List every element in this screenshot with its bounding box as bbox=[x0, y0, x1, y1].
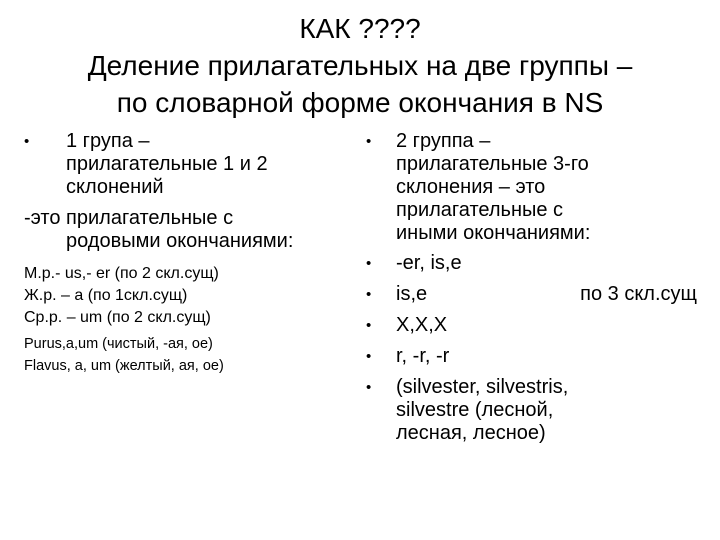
item-is-text bbox=[366, 283, 711, 306]
group2-bullet bbox=[366, 130, 711, 245]
group1-line-1: 1 група – bbox=[66, 130, 150, 152]
group1-text bbox=[24, 130, 354, 199]
item-silvester bbox=[366, 376, 711, 445]
item-is bbox=[366, 283, 711, 306]
item-is-note: по 3 скл.сущ bbox=[580, 283, 697, 305]
desc-line-2: родовыми окончаниями: bbox=[66, 230, 294, 252]
left-column bbox=[24, 130, 354, 377]
bullet-icon: • bbox=[366, 379, 372, 396]
silvester-line-3: лесная, лесное) bbox=[396, 422, 546, 444]
item-r-text: r, -r, -r bbox=[396, 345, 450, 367]
item-r bbox=[366, 345, 711, 368]
title-line-2: Деление прилагательных на две группы – bbox=[87, 50, 633, 81]
group2-line-3: склонения – это bbox=[396, 176, 546, 198]
right-column bbox=[366, 130, 711, 445]
example-feminine: Ж.р. – а (по 1скл.сущ) bbox=[24, 287, 188, 304]
group2-text bbox=[366, 130, 711, 245]
group1-description bbox=[24, 207, 354, 253]
item-is-endings: is,e bbox=[396, 283, 428, 305]
item-xxx bbox=[366, 314, 711, 337]
desc-line-1: -это прилагательные с bbox=[24, 207, 234, 229]
group2-line-1: 2 группа – bbox=[396, 130, 491, 152]
group2-line-5: иными окончаниями: bbox=[396, 222, 591, 244]
bullet-icon: • bbox=[366, 133, 372, 150]
item-er-text: -er, is,e bbox=[396, 252, 462, 274]
bullet-icon: • bbox=[366, 286, 372, 303]
title-line-3: по словарной форме окончания в NS bbox=[116, 87, 604, 118]
silvester-line-2: silvestre (лесной, bbox=[396, 399, 554, 421]
silvester-line-1: (silvester, silvestris, bbox=[396, 376, 569, 398]
item-er bbox=[366, 252, 711, 275]
example-purus: Purus,a,um (чистый, -ая, ое) bbox=[24, 336, 213, 352]
example-flavus: Flavus, a, um (желтый, ая, ое) bbox=[24, 358, 224, 374]
group2-line-2: прилагательные 3-го bbox=[396, 153, 589, 175]
title-line-1: КАК ???? bbox=[299, 13, 421, 44]
example-masculine: М.р.- us,- er (по 2 скл.сущ) bbox=[24, 265, 219, 282]
bullet-icon: • bbox=[366, 317, 372, 334]
gender-endings-list bbox=[24, 263, 354, 329]
example-neuter: Ср.р. – um (по 2 скл.сущ) bbox=[24, 309, 211, 326]
slide-title bbox=[20, 10, 700, 121]
group1-bullet bbox=[24, 130, 354, 199]
group1-line-2: прилагательные 1 и 2 bbox=[66, 153, 268, 175]
word-examples-list bbox=[24, 333, 354, 377]
bullet-icon: • bbox=[24, 133, 30, 150]
bullet-icon: • bbox=[366, 255, 372, 272]
item-is-row bbox=[396, 283, 711, 306]
item-silvester-text bbox=[366, 376, 711, 445]
group1-line-3: склонений bbox=[66, 176, 164, 198]
bullet-icon: • bbox=[366, 348, 372, 365]
item-xxx-text: X,X,X bbox=[396, 314, 448, 336]
group2-line-4: прилагательные с bbox=[396, 199, 564, 221]
